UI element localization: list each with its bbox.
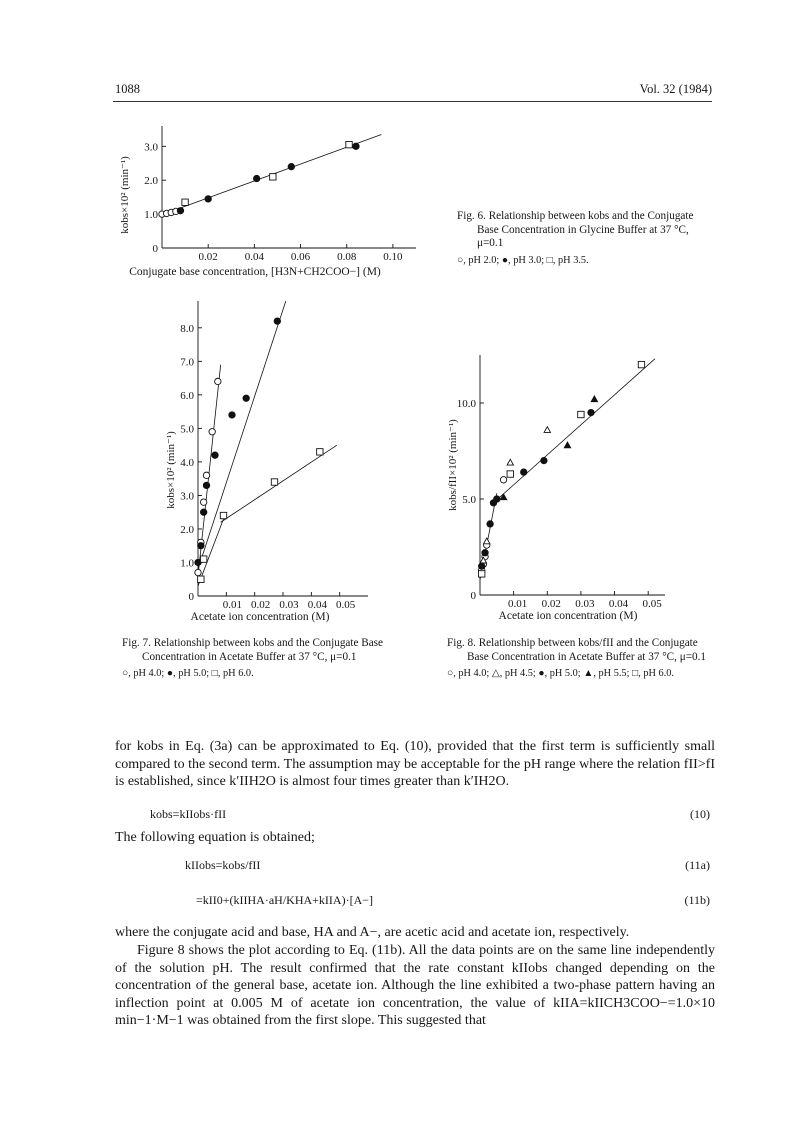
equation-11b-body: =kII0+(kIIHA·aH/KHA+kIIA)·[A−]	[196, 893, 374, 907]
x-tick-label: 0.05	[642, 598, 662, 610]
y-tick-label: 5.0	[180, 423, 194, 436]
y-tick-label: 10.0	[456, 398, 476, 410]
data-point	[500, 494, 506, 500]
x-tick-label: 0.08	[337, 251, 357, 263]
data-point	[288, 163, 294, 169]
x-tick-label: 0.03	[279, 599, 299, 611]
y-axis-label: kobs×10² (min⁻¹)	[119, 156, 131, 234]
data-point	[229, 412, 235, 418]
x-tick-label: 0.05	[336, 599, 356, 611]
fig8-legend: ○, pH 4.0; △, pH 4.5; ●, pH 5.0; ▲, pH 5.5; □, pH 6.0.	[447, 668, 674, 679]
data-point	[544, 427, 550, 433]
equation-11b	[196, 893, 710, 908]
x-tick-label: 0.01	[508, 598, 528, 610]
paragraph-4: Figure 8 shows the plot according to Eq. (11b). All the data points are on the same line independently of the solution pH. The result confirmed that the rate constant kIIobs changed depending on the concentration of the general base, acetate ion. Although the line exhibited a two-phase pattern having an inflection point at 0.005 M of acetate ion concentration, the value of kIIA=kIICH3COO−=1.0×10 min−1·M−1 was obtained from the first slope. This suggested that	[115, 943, 715, 1028]
equation-11b-number: (11b)	[684, 893, 710, 907]
page-number: 1088	[115, 82, 140, 96]
data-point	[220, 512, 226, 518]
fig8-caption-title: Fig. 8. Relationship between kobs/fII and the Conjugate Base Concentration in Acetate Buffer at 37 °C, μ=0.1	[447, 637, 707, 663]
fig6-caption-title: Fig. 6. Relationship between kobs and the Conjugate Base Concentration in Glycine Buffer at 37 °C, μ=0.1	[457, 210, 694, 249]
x-tick-label: 0.02	[541, 598, 561, 610]
data-point	[500, 477, 506, 483]
data-point	[487, 521, 493, 527]
data-point	[317, 449, 323, 455]
data-point	[478, 571, 484, 577]
data-point	[484, 538, 490, 544]
data-point	[507, 459, 513, 465]
data-point	[271, 479, 277, 485]
data-point	[215, 378, 221, 384]
data-point	[353, 143, 359, 149]
fit-line	[221, 445, 337, 522]
y-tick-label: 7.0	[180, 356, 194, 369]
x-tick-label: 0.06	[290, 251, 311, 263]
data-point	[541, 457, 547, 463]
equation-10-body: kobs=kIIobs·fII	[150, 807, 227, 821]
volume-label: Vol. 32 (1984)	[639, 82, 712, 96]
equation-11a-number: (11a)	[685, 858, 710, 872]
data-point	[521, 469, 527, 475]
data-point	[243, 395, 249, 401]
paragraph-3: where the conjugate acid and base, HA and A−, are acetic acid and acetate ion, respectively.	[115, 925, 630, 940]
x-tick-label: 0.03	[575, 598, 595, 610]
x-axis-label: Conjugate base concentration, [H3N+CH2COO−] (M)	[129, 266, 381, 278]
y-tick-label: 5.0	[462, 494, 476, 506]
equation-11a-body: kIIobs=kobs/fII	[185, 858, 261, 872]
equation-10-number: (10)	[690, 807, 710, 821]
fig7-caption	[122, 637, 394, 681]
data-point	[209, 429, 215, 435]
fig7-caption-title: Fig. 7. Relationship between kobs and the Conjugate Base Concentration in Acetate Buffer at 37 °C, μ=0.1	[122, 637, 383, 663]
data-point	[507, 471, 513, 477]
y-axis-label: kobs/fII×10² (min⁻¹)	[447, 419, 459, 511]
data-point	[203, 472, 209, 478]
fig6-chart	[110, 120, 430, 280]
data-point	[200, 499, 206, 505]
fig8-chart	[440, 345, 680, 625]
fig8-caption	[447, 637, 712, 681]
fit-line	[493, 359, 654, 503]
y-tick-label: 6.0	[180, 389, 194, 402]
running-header	[115, 82, 712, 100]
data-point	[253, 175, 259, 181]
data-point	[200, 556, 206, 562]
x-tick-label: 0.04	[244, 251, 264, 263]
data-point	[274, 318, 280, 324]
data-point	[203, 482, 209, 488]
header-rule	[113, 101, 712, 102]
data-point	[205, 196, 211, 202]
fig6-caption	[457, 210, 712, 267]
y-tick-label: 1.0	[180, 557, 194, 570]
data-point	[270, 174, 276, 180]
equation-10	[150, 807, 710, 822]
paragraph-1: for kobs in Eq. (3a) can be approximated to Eq. (10), provided that the first term is sufficiently small compared to the second term. The assumption may be acceptable for the pH range where the relation fII>fI is established, since k′IIH2O is almost four times greater than k′IH2O.	[115, 739, 715, 789]
data-point	[177, 208, 183, 214]
data-point	[478, 563, 484, 569]
fig6-legend: ○, pH 2.0; ●, pH 3.0; □, pH 3.5.	[457, 254, 589, 266]
fig7-legend: ○, pH 4.0; ●, pH 5.0; □, pH 6.0.	[122, 668, 254, 679]
y-tick-label: 2.0	[144, 175, 158, 188]
y-tick-label: 0	[188, 591, 194, 603]
equation-11a	[185, 858, 710, 873]
x-axis-label: Acetate ion concentration (M)	[190, 611, 330, 623]
data-point	[212, 452, 218, 458]
x-tick-label: 0.04	[608, 598, 629, 610]
y-tick-label: 4.0	[180, 456, 194, 469]
data-point	[182, 199, 188, 205]
x-axis-label: Acetate ion concentration (M)	[498, 610, 638, 622]
y-tick-label: 0	[470, 590, 476, 602]
data-point	[588, 409, 594, 415]
x-tick-label: 0.02	[251, 599, 271, 611]
data-point	[482, 550, 488, 556]
data-point	[638, 361, 644, 367]
x-tick-label: 0.02	[198, 251, 218, 263]
x-tick-label: 0.01	[222, 599, 242, 611]
data-point	[564, 442, 570, 448]
y-tick-label: 3.0	[180, 490, 194, 503]
data-point	[578, 411, 584, 417]
y-tick-label: 0	[152, 243, 158, 255]
data-point	[346, 141, 352, 147]
fig7-chart	[160, 295, 380, 625]
data-point	[591, 396, 597, 402]
paragraph-2: The following equation is obtained;	[115, 830, 315, 845]
y-tick-label: 1.0	[144, 209, 158, 222]
data-point	[198, 543, 204, 549]
x-tick-label: 0.10	[383, 251, 403, 263]
y-tick-label: 2.0	[180, 523, 194, 536]
y-axis-label: kobs×10² (min⁻¹)	[165, 431, 177, 509]
data-point	[494, 496, 500, 502]
data-point	[195, 569, 201, 575]
y-tick-label: 8.0	[180, 322, 194, 335]
y-tick-label: 3.0	[144, 141, 158, 154]
x-tick-label: 0.04	[307, 599, 327, 611]
data-point	[198, 576, 204, 582]
data-point	[200, 509, 206, 515]
